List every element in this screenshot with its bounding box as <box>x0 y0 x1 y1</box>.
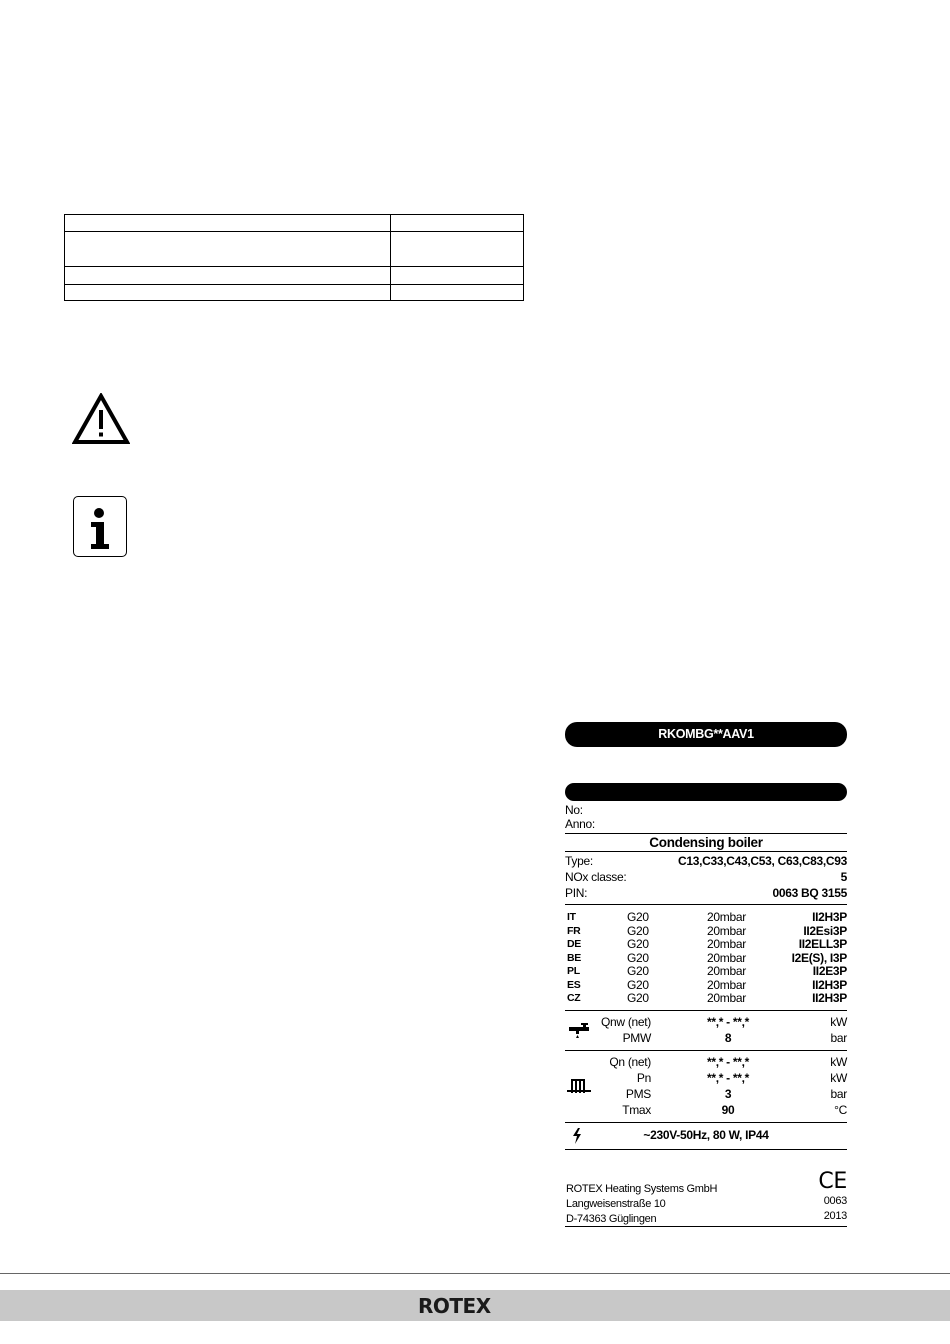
param-label: Qn (net) <box>609 1054 651 1069</box>
plate-title: Condensing boiler <box>649 835 763 850</box>
gas-category: II2H3P <box>812 977 847 992</box>
country-code: IT <box>567 911 576 923</box>
param-label: Tmax <box>622 1102 651 1117</box>
gas-category: II2Esi3P <box>803 923 847 938</box>
gas-pressure: 20mbar <box>707 937 746 951</box>
param-value: **,* - **,* <box>706 1014 750 1029</box>
empty-table <box>64 214 524 301</box>
company-name: ROTEX Heating Systems GmbH <box>566 1182 718 1195</box>
param-unit: kW <box>830 1070 847 1085</box>
year-label: Anno: <box>565 817 595 831</box>
heating-row <box>565 1070 847 1086</box>
gas-type: G20 <box>627 977 649 992</box>
pin-value: 0063 BQ 3155 <box>772 886 847 900</box>
gas-pressure: 20mbar <box>707 964 746 978</box>
footer-divider <box>0 1273 950 1274</box>
country-code: ES <box>567 978 581 991</box>
table-cell <box>65 232 391 267</box>
country-code: BE <box>567 951 581 964</box>
certification-year: 2013 <box>823 1209 847 1222</box>
gas-type: G20 <box>627 923 649 938</box>
gas-row <box>565 979 847 993</box>
country-code: CZ <box>567 992 581 1004</box>
param-value: 3 <box>724 1086 732 1101</box>
warning-triangle-icon <box>72 393 130 445</box>
pin-row <box>565 886 847 900</box>
param-label: Pn <box>636 1070 651 1085</box>
type-row <box>565 854 847 868</box>
gas-type: G20 <box>627 937 649 951</box>
param-value: **,* - **,* <box>706 1070 750 1085</box>
param-label: PMW <box>622 1030 651 1045</box>
info-icon <box>73 496 127 557</box>
param-unit: kW <box>830 1054 847 1069</box>
gas-type: G20 <box>627 964 649 978</box>
nox-row <box>565 870 847 884</box>
gas-row <box>565 952 847 966</box>
heating-block <box>565 1054 847 1118</box>
gas-category: II2ELL3P <box>798 937 847 951</box>
country-code: FR <box>567 924 581 937</box>
param-unit: bar <box>830 1086 847 1101</box>
serial-number-label: No: <box>565 803 583 817</box>
gas-pressure: 20mbar <box>707 991 746 1005</box>
gas-category: I2E(S), I3P <box>791 950 847 965</box>
param-value: **,* - **,* <box>706 1054 750 1069</box>
serial-header-bar <box>565 783 847 801</box>
gas-row <box>565 911 847 925</box>
param-label: Qnw (net) <box>601 1014 651 1029</box>
gas-pressure: 20mbar <box>707 923 746 938</box>
gas-row <box>565 938 847 952</box>
company-city: D-74363 Güglingen <box>566 1212 657 1225</box>
gas-table <box>565 911 847 1006</box>
table-cell <box>391 267 524 285</box>
param-unit: bar <box>830 1030 847 1045</box>
country-code: PL <box>567 965 580 977</box>
company-street: Langweisenstraße 10 <box>566 1197 666 1210</box>
gas-row <box>565 992 847 1006</box>
pin-label: PIN: <box>565 886 588 900</box>
param-value: 8 <box>724 1030 732 1045</box>
heating-row <box>565 1102 847 1118</box>
type-label: Type: <box>565 854 593 868</box>
gas-type: G20 <box>627 950 649 965</box>
manufacturer-block <box>565 1150 847 1226</box>
gas-category: II2H3P <box>812 991 847 1005</box>
type-value: C13,C33,C43,C53, C63,C83,C93 <box>677 854 847 868</box>
table-cell <box>65 285 391 301</box>
gas-category: II2H3P <box>812 910 847 924</box>
rotex-logo: ROTEX <box>418 1294 491 1318</box>
rating-plate <box>565 722 847 1227</box>
gas-type: G20 <box>627 991 649 1005</box>
electric-row <box>565 1123 847 1149</box>
model-label: RKOMBG**AAV1 <box>565 722 847 747</box>
param-value: 90 <box>721 1102 735 1117</box>
country-code: DE <box>567 938 581 950</box>
param-unit: °C <box>834 1102 847 1117</box>
table-cell <box>391 232 524 267</box>
gas-type: G20 <box>627 910 649 924</box>
table-cell <box>65 267 391 285</box>
ce-mark: CE <box>818 1168 847 1194</box>
dhw-row <box>565 1014 847 1030</box>
gas-row <box>565 925 847 939</box>
gas-category: II2E3P <box>812 964 847 978</box>
gas-pressure: 20mbar <box>707 977 746 992</box>
nox-value: 5 <box>840 870 847 884</box>
electric-spec: ~230V-50Hz, 80 W, IP44 <box>643 1127 769 1142</box>
heating-row <box>565 1054 847 1070</box>
heating-row <box>565 1086 847 1102</box>
param-label: PMS <box>625 1086 651 1101</box>
gas-row <box>565 965 847 979</box>
dhw-block <box>565 1014 847 1046</box>
nox-label: NOx classe: <box>565 870 627 884</box>
param-unit: kW <box>830 1014 847 1029</box>
table-cell <box>391 215 524 232</box>
table-cell <box>65 215 391 232</box>
gas-pressure: 20mbar <box>707 910 746 924</box>
table-cell <box>391 285 524 301</box>
gas-pressure: 20mbar <box>707 950 746 965</box>
dhw-row <box>565 1030 847 1046</box>
notified-body-number: 0063 <box>823 1194 847 1207</box>
